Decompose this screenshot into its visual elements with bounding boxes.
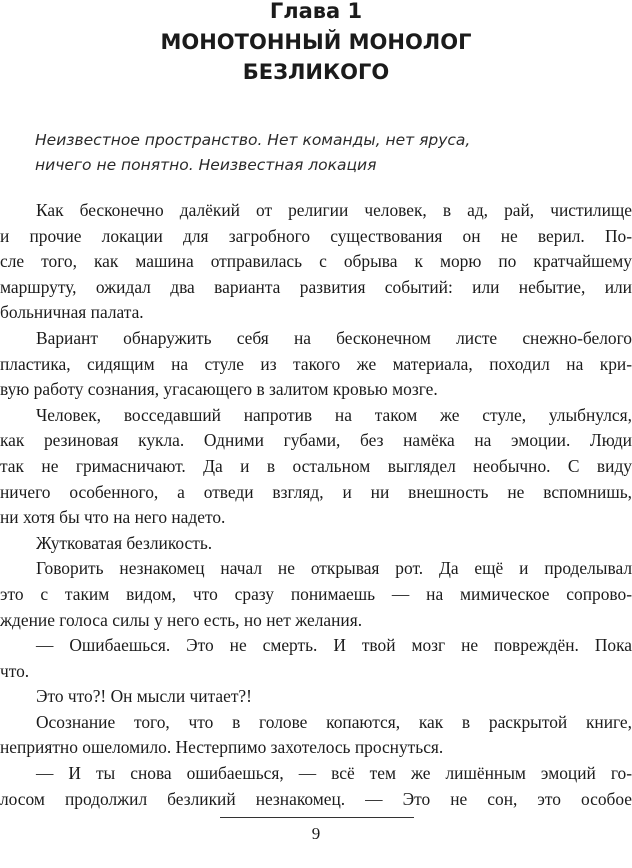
- body-text: [0, 198, 632, 812]
- text-line: маршруту, ожидал два варианта развития событий: или небытие, или: [0, 276, 632, 297]
- text-line: ждение голоса силы у него есть, но нет желания.: [0, 609, 363, 630]
- text-line: Осознание того, что в голове копаются, как в раскрытой книге,: [36, 711, 632, 732]
- text-line: вую работу сознания, угасающего в залитом кровью мозге.: [0, 379, 438, 400]
- text-line: Это что?! Он мысли читает?!: [36, 686, 252, 707]
- chapter-title-line: МОНОТОННЫЙ МОНОЛОГ: [160, 30, 472, 54]
- epigraph-line: ничего не понятно. Неизвестная локация: [35, 156, 377, 174]
- chapter-title-line: БЕЗЛИКОГО: [242, 60, 390, 84]
- text-line: Говорить незнакомец начал не открывая рот. Да ещё и проделывал: [36, 558, 632, 579]
- page-number: 9: [311, 824, 321, 843]
- epigraph: [35, 128, 605, 178]
- text-line: что.: [0, 660, 30, 681]
- text-line: неприятно ошеломило. Нестерпимо захотелось проснуться.: [0, 737, 444, 758]
- epigraph-line: Неизвестное пространство. Нет команды, нет яруса,: [35, 131, 471, 149]
- footer-rule: [220, 817, 414, 818]
- text-line: Как бесконечно далёкий от религии человек, в ад, рай, чистилище: [36, 200, 632, 220]
- text-line: как резиновая кукла. Одними губами, без намёка на эмоции. Люди: [0, 430, 632, 451]
- chapter-number: Глава 1: [269, 0, 363, 23]
- text-line: так не гримасничают. Да и в остальном выглядел необычно. С виду: [0, 455, 632, 476]
- text-line: — Ошибаешься. Это не смерть. И твой мозг не повреждён. Пока: [36, 635, 632, 656]
- text-line: лосом продолжил безликий незнакомец. — Это не сон, это особое: [0, 788, 632, 809]
- text-line: больничная палата.: [0, 302, 144, 323]
- chapter-title: [0, 27, 632, 87]
- text-line: — И ты снова ошибаешься, — всё тем же лишённым эмоций го-: [36, 763, 632, 784]
- text-line: пластика, сидящим на стуле из такого же материала, походил на кри-: [0, 353, 632, 374]
- text-line: ни хотя бы что на него надето.: [0, 507, 226, 528]
- text-line: Жутковатая безликость.: [36, 532, 213, 553]
- text-line: Человек, восседавший напротив на таком же стуле, улыбнулся,: [36, 404, 632, 425]
- text-line: Вариант обнаружить себя на бесконечном листе снежно-белого: [36, 327, 632, 348]
- text-line: это с таким видом, что сразу понимаешь — на мимическое сопрово-: [0, 583, 632, 604]
- text-line: и прочие локации для загробного существования он не верил. По-: [0, 225, 632, 246]
- text-line: сле того, как машина отправилась с обрыва к морю по кратчайшему: [0, 251, 632, 272]
- text-line: ничего особенного, а отведи взгляд, и ни внешность не вспомнишь,: [0, 481, 632, 502]
